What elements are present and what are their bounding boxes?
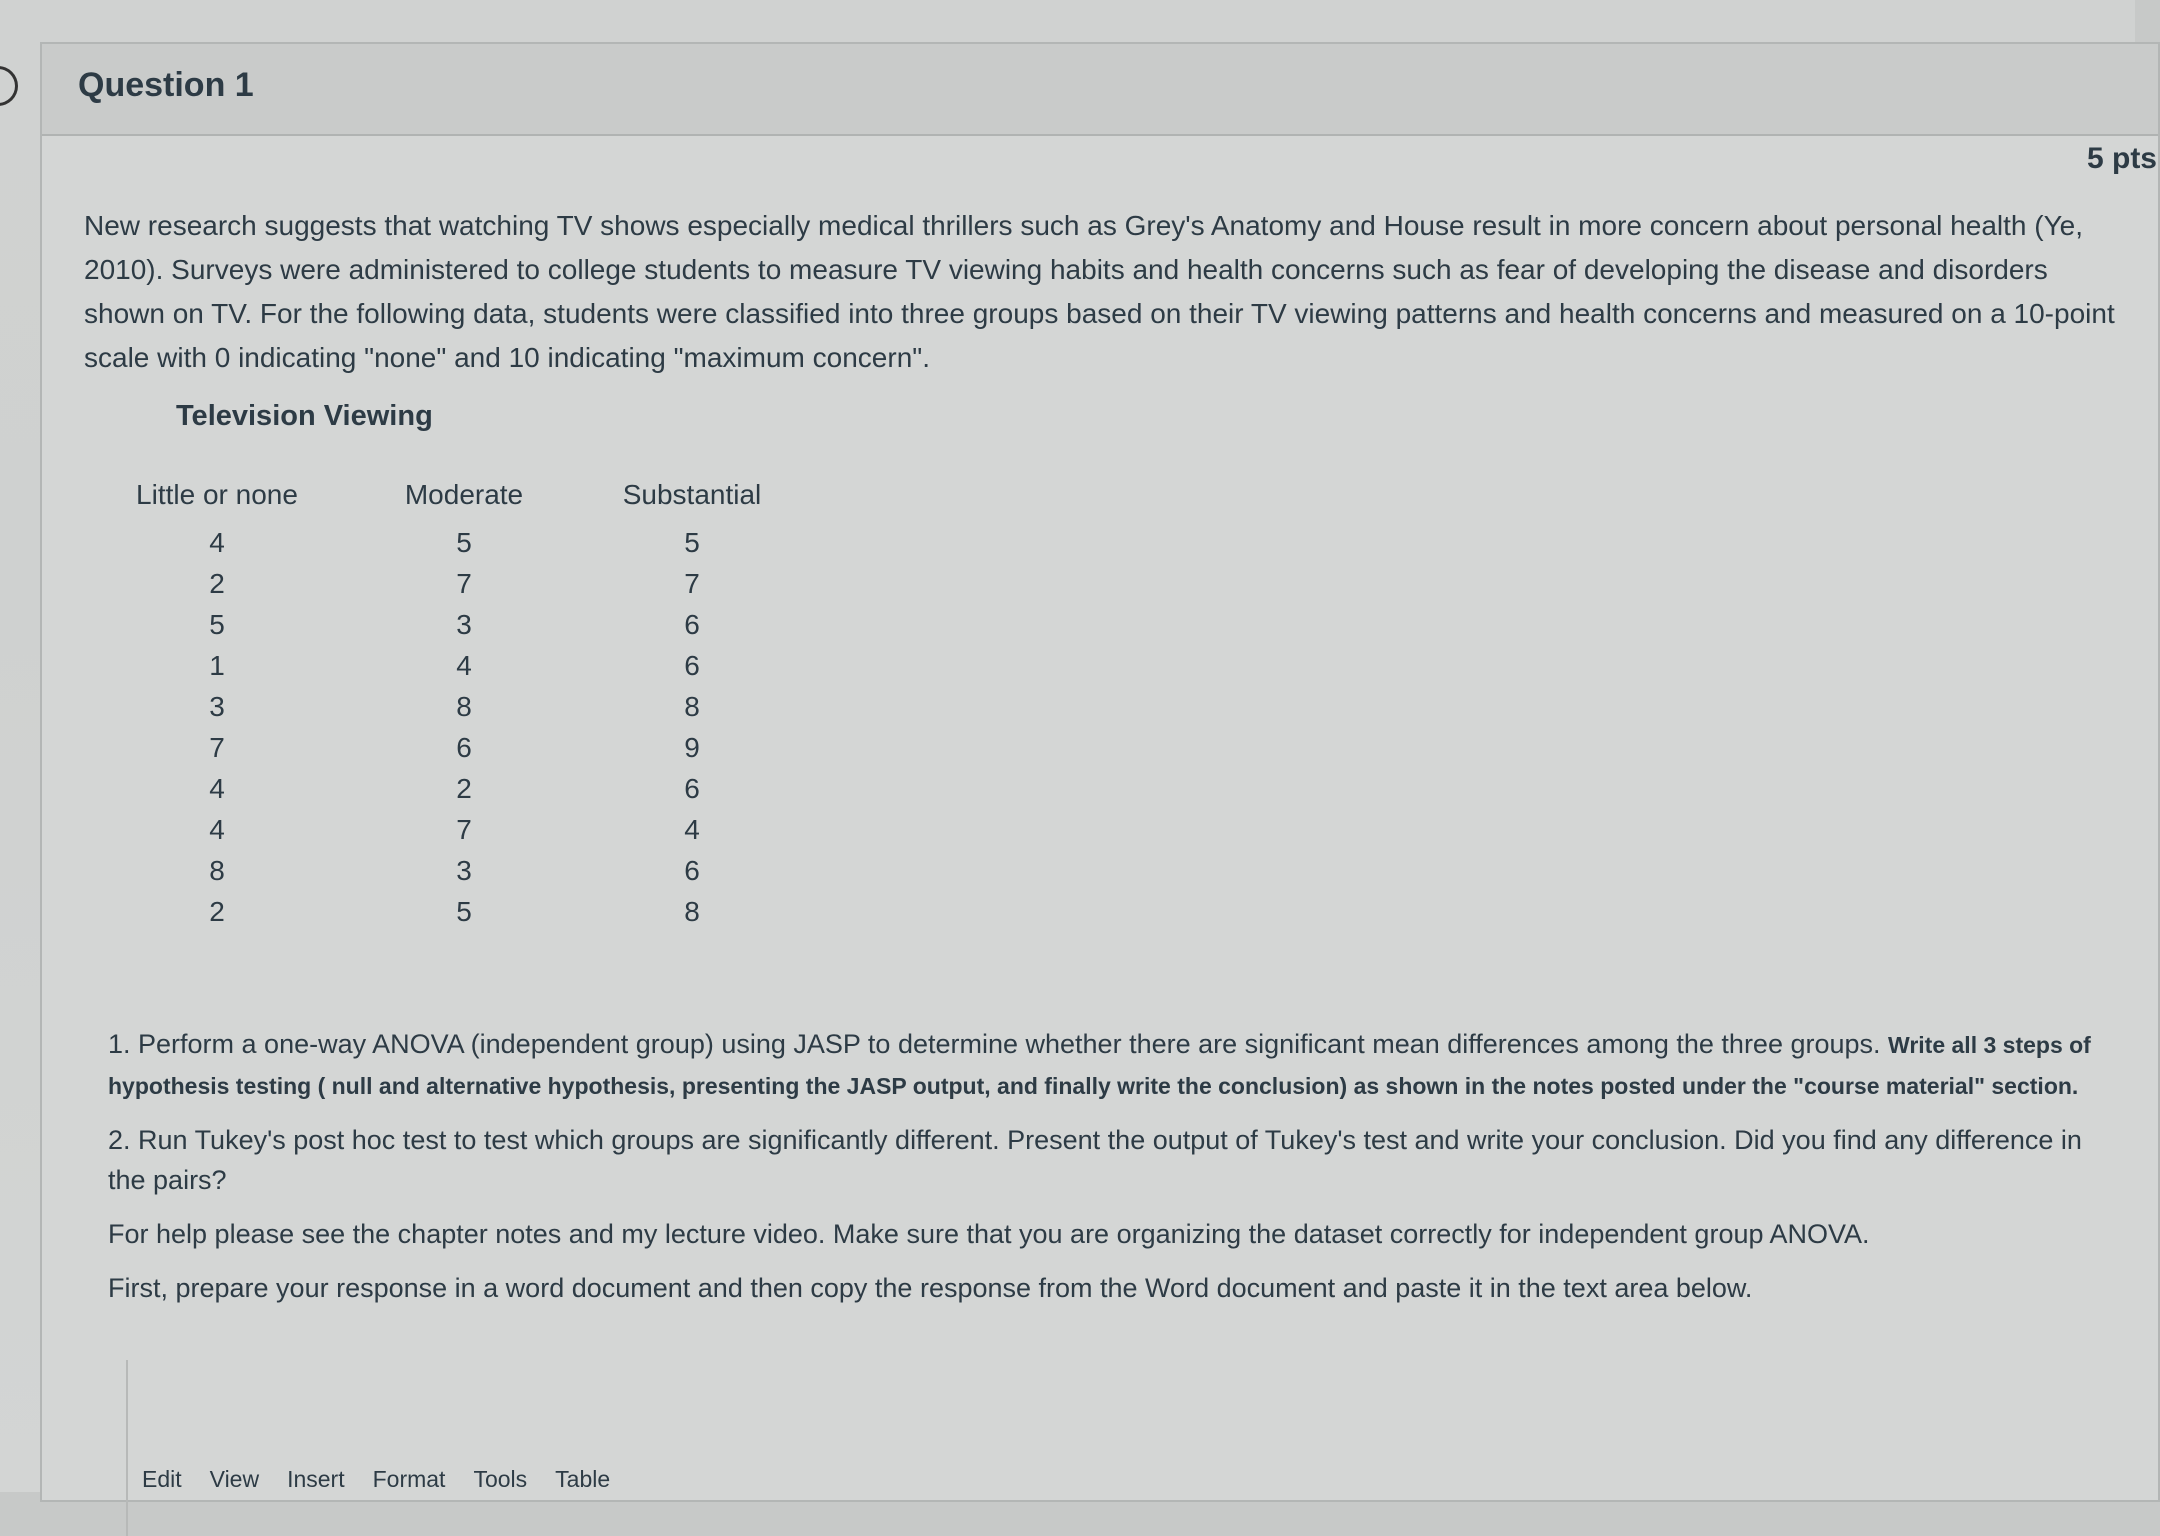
task-1-bold-text: Write all 3 steps of hypothesis testing ( null and alternative hypothesis, presenting the JASP output, and finally write the conclusion) as shown in the notes posted under the "course material" section. bbox=[108, 1032, 2091, 1099]
question-points: 5 pts bbox=[2086, 142, 2157, 175]
question-header bbox=[42, 44, 2158, 136]
cell: 4 bbox=[684, 814, 700, 845]
cell: 2 bbox=[456, 773, 472, 804]
column-header: Moderate bbox=[404, 479, 524, 510]
task-list bbox=[108, 1024, 2098, 1322]
menu-view[interactable]: View bbox=[209, 1466, 260, 1492]
cell: 2 bbox=[209, 568, 225, 599]
flag-question-icon[interactable] bbox=[0, 66, 18, 106]
editor-divider bbox=[126, 1360, 128, 1536]
cell: 5 bbox=[209, 609, 225, 640]
cell: 6 bbox=[684, 773, 700, 804]
cell: 8 bbox=[456, 691, 472, 722]
cell: 6 bbox=[684, 650, 700, 681]
question-title: Question 1 bbox=[78, 66, 254, 104]
cell: 4 bbox=[209, 773, 225, 804]
cell: 4 bbox=[456, 650, 472, 681]
table-title: Television Viewing bbox=[176, 400, 433, 432]
column-substantial bbox=[566, 468, 818, 932]
cell: 9 bbox=[684, 732, 700, 763]
menu-tools[interactable]: Tools bbox=[473, 1466, 528, 1492]
cell: 5 bbox=[684, 527, 700, 558]
column-little-or-none bbox=[112, 468, 322, 932]
cell: 5 bbox=[456, 527, 472, 558]
cell: 7 bbox=[456, 814, 472, 845]
cell: 5 bbox=[456, 896, 472, 927]
cell: 8 bbox=[209, 855, 225, 886]
column-moderate bbox=[364, 468, 564, 932]
menu-table[interactable]: Table bbox=[555, 1466, 611, 1492]
cell: 8 bbox=[684, 896, 700, 927]
question-intro bbox=[84, 204, 2124, 380]
task-2: 2. Run Tukey's post hoc test to test which groups are significantly different. Present the output of Tukey's test and write your conclusion. Did you find any difference in the pairs? bbox=[108, 1125, 2082, 1195]
menu-edit[interactable]: Edit bbox=[142, 1466, 182, 1492]
help-text: For help please see the chapter notes and my lecture video. Make sure that you are organizing the dataset correctly for independent group ANOVA. bbox=[108, 1219, 1870, 1249]
menu-insert[interactable]: Insert bbox=[287, 1466, 345, 1492]
editor-menubar bbox=[142, 1466, 610, 1493]
cell: 7 bbox=[209, 732, 225, 763]
intro-paragraph: New research suggests that watching TV shows especially medical thrillers such as Grey's Anatomy and House result in more concern about personal health (Ye, 2010). Surveys were administered to college students to measure TV viewing habits and health concerns such as fear of developing the disease and disorders shown on TV. For the following data, students were classified into three groups based on their TV viewing patterns and health concerns and measured on a 10-point scale with 0 indicating "none" and 10 indicating "maximum concern". bbox=[84, 210, 2115, 373]
cell: 3 bbox=[456, 855, 472, 886]
question-panel bbox=[40, 42, 2160, 1502]
cell: 4 bbox=[209, 527, 225, 558]
cell: 7 bbox=[456, 568, 472, 599]
cell: 6 bbox=[456, 732, 472, 763]
cell: 1 bbox=[209, 650, 225, 681]
column-header: Little or none bbox=[136, 479, 298, 510]
cell: 4 bbox=[209, 814, 225, 845]
cell: 8 bbox=[684, 691, 700, 722]
cell: 3 bbox=[209, 691, 225, 722]
cell: 2 bbox=[209, 896, 225, 927]
menu-format[interactable]: Format bbox=[372, 1466, 446, 1492]
column-header: Substantial bbox=[622, 479, 762, 510]
cell: 7 bbox=[684, 568, 700, 599]
cell: 3 bbox=[456, 609, 472, 640]
task-1 bbox=[108, 1024, 2098, 1106]
first-instruction: First, prepare your response in a word document and then copy the response from the Word document and paste it in the text area below. bbox=[108, 1273, 1753, 1303]
cell: 6 bbox=[684, 609, 700, 640]
cell: 6 bbox=[684, 855, 700, 886]
task-1-text: 1. Perform a one-way ANOVA (independent group) using JASP to determine whether there are significant mean differences among the three groups. bbox=[108, 1029, 1889, 1059]
